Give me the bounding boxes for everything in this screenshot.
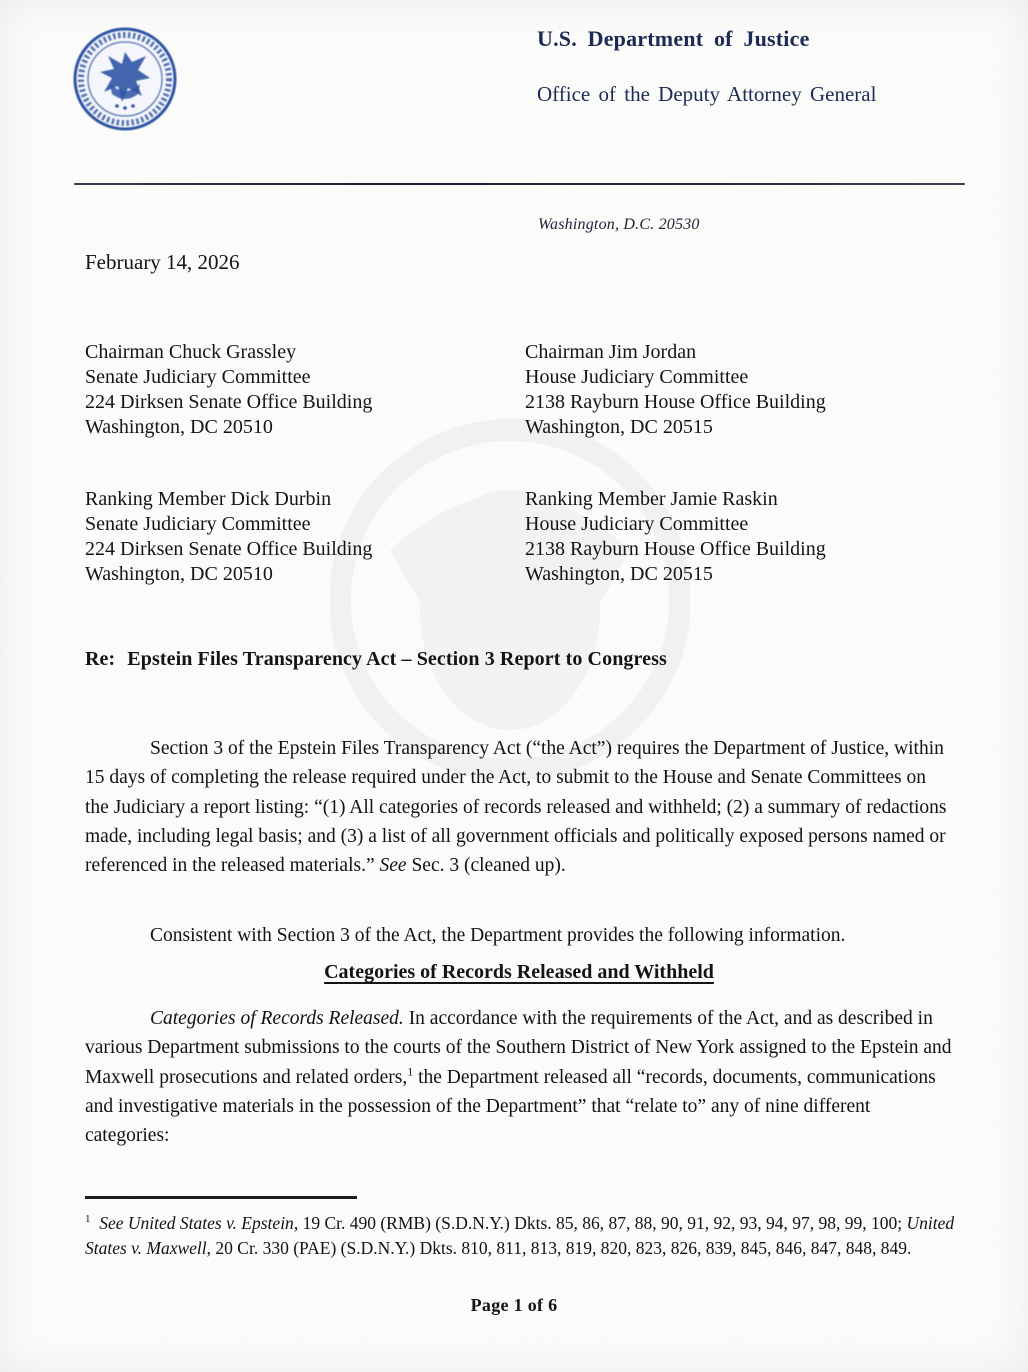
- recipient-line: House Judiciary Committee: [525, 366, 749, 388]
- para1-text: Section 3 of the Epstein Files Transparency Act (“the Act”) requires the Department of Justice, within 15 days of completing the release required under the Act, to submit to the House and Senate Committees on the Judiciary a report listing: “(1) All categories of records released and withheld; (2) a summary of redactions made, including legal basis; and (3) a list of all government officials and politically exposed persons named or referenced in the released materials.”: [85, 738, 947, 877]
- recipient-line: Washington, DC 20515: [525, 563, 713, 585]
- recipient-line: Chairman Chuck Grassley: [85, 341, 297, 363]
- subject-text: Epstein Files Transparency Act – Section 3 Report to Congress: [127, 648, 667, 670]
- paragraph-categories-released: [85, 1004, 953, 1150]
- section-heading-categories: Categories of Records Released and Withheld: [324, 961, 714, 983]
- footnote-marker: 1: [85, 1213, 91, 1225]
- recipient-line: Washington, DC 20510: [85, 416, 273, 438]
- doj-seal-icon: [72, 26, 178, 132]
- recipient-durbin: [85, 487, 525, 587]
- para1-text-end: Sec. 3 (cleaned up).: [406, 855, 566, 877]
- recipient-line: Ranking Member Dick Durbin: [85, 488, 332, 510]
- recipient-raskin: [525, 487, 965, 587]
- footnote-1: [85, 1207, 967, 1262]
- para3-text-end: the Department released all “records, documents, communications and investigative materials in the possession of the Department” that “relate to” any of nine different categories:: [85, 1066, 936, 1147]
- recipient-line: 2138 Rayburn House Office Building: [525, 538, 826, 560]
- recipient-jordan: [525, 340, 965, 440]
- footnote-case-maxwell: United States v. Maxwell: [85, 1212, 955, 1259]
- subject-label: Re:: [85, 648, 116, 670]
- para3-text: In accordance with the requirements of the Act, and as described in various Department submissions to the courts of the Southern District of New York assigned to the Epstein and Maxwell prosecutions and related orders,: [85, 1008, 952, 1088]
- paragraph-consistent: Consistent with Section 3 of the Act, the Department provides the following information.: [150, 925, 846, 946]
- office-title: Office of the Deputy Attorney General: [537, 82, 877, 106]
- footnote-reference-1: 1: [407, 1064, 414, 1079]
- paragraph-section3-requirements: [85, 734, 953, 880]
- recipient-line: Washington, DC 20515: [525, 416, 713, 438]
- footnote-text-2: , 20 Cr. 330 (PAE) (S.D.N.Y.) Dkts. 810, 811, 813, 819, 820, 823, 826, 839, 845, 846, 847, 848, 849.: [206, 1238, 912, 1259]
- recipient-line: 224 Dirksen Senate Office Building: [85, 391, 373, 413]
- recipient-line: Senate Judiciary Committee: [85, 513, 311, 535]
- recipient-line: 224 Dirksen Senate Office Building: [85, 538, 373, 560]
- letterhead-city: Washington, D.C. 20530: [538, 216, 700, 233]
- recipient-line: Washington, DC 20510: [85, 563, 273, 585]
- recipient-line: House Judiciary Committee: [525, 513, 749, 535]
- footnote-case-epstein: See United States v. Epstein: [99, 1212, 294, 1233]
- footnote-separator: [85, 1196, 357, 1199]
- page-number: Page 1 of 6: [470, 1295, 558, 1315]
- agency-title: U.S. Department of Justice: [537, 26, 810, 51]
- recipient-line: 2138 Rayburn House Office Building: [525, 391, 826, 413]
- recipient-line: Senate Judiciary Committee: [85, 366, 311, 388]
- recipient-line: Ranking Member Jamie Raskin: [525, 488, 778, 510]
- recipient-grassley: [85, 340, 525, 440]
- recipient-row-1: [85, 340, 965, 440]
- para1-see-citation: See: [379, 855, 407, 877]
- recipient-line: Chairman Jim Jordan: [525, 341, 697, 363]
- recipient-row-2: [85, 487, 965, 587]
- letter-date: February 14, 2026: [85, 250, 240, 274]
- subject-line: [85, 648, 667, 671]
- footnote-text-1: , 19 Cr. 490 (RMB) (S.D.N.Y.) Dkts. 85, 86, 87, 88, 90, 91, 92, 93, 94, 97, 98, 99, 100;: [293, 1212, 907, 1233]
- letterhead-rule: [74, 183, 965, 185]
- para3-lead-italic: Categories of Records Released.: [150, 1008, 404, 1029]
